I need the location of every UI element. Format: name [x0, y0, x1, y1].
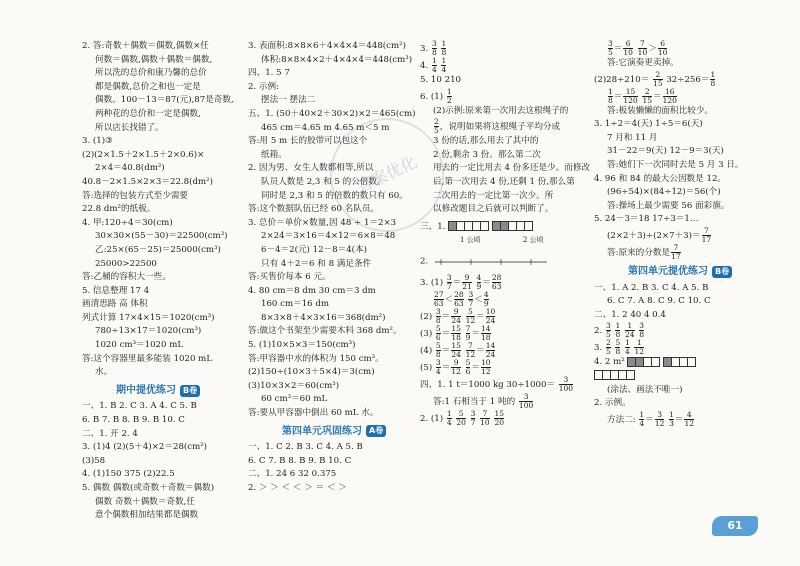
col4-line: 4. 96 和 84 的最大公因数是 12。: [594, 173, 727, 184]
col3-line: 以修改题目之后就可以判断了。: [433, 204, 554, 215]
col1-line: 780÷13×17＝1020(cm³): [95, 326, 202, 337]
col3-line: 四、1. 1 t＝1000 kg 30÷1000＝ $\frac{3}{100}$: [420, 374, 574, 393]
col4-line: $\frac{1}{8}$ ＝ $\frac{15}{120}$ $\frac{2}{15}$ ＝ $\frac{16}{120}$: [608, 86, 677, 105]
col2-after-line: 二、1. 24 6 32 0.375: [248, 469, 337, 480]
number-line-row: 2.: [420, 248, 588, 274]
col1-line: (2)(2×1.5＋2×1.5＋2×0.6)×: [82, 149, 205, 160]
column-4: [594, 40, 764, 428]
col2-line: 摆法一 摆法二: [261, 95, 316, 106]
col3-line: $\frac{2}{5}$ ，说明如果将这根绳子平均分成: [434, 117, 561, 136]
col4-after-line: 二、1. 2 40 4 0.4: [594, 309, 666, 320]
col1-after-line: (3)58: [82, 455, 106, 466]
col1-after-line: 4. (1)150 375 (2)22.5: [82, 469, 175, 480]
col1-line: 偶数。100－13＝87(元),87是奇数,: [95, 95, 234, 106]
col1-line: 1020 cm³＝1020 mL: [95, 340, 184, 351]
col1-line: 答:乙桶的容积大一些。: [82, 272, 171, 283]
col4-line: 3. 1÷2＝4(天) 1÷5＝6(天): [594, 119, 703, 130]
col3-line: (2) $\frac{3}{8}$ ＝ $\frac{9}{24}$ $\frac{5}{12}$ ＝ $\frac{10}{24}$: [420, 306, 496, 325]
col2-line: 答:买售价每本 6 元。: [248, 272, 331, 283]
col1-line: 2×4＝40.8(dm²): [95, 163, 165, 174]
col1-line: 列式计算 17×4×15＝1020(cm³): [82, 312, 215, 323]
col1-line: 乙:25×(65－25)＝25000(cm³): [95, 244, 221, 255]
col1-line: 4. 甲:120÷4＝30(cm): [82, 217, 173, 228]
section-title-midterm: 期中提优练习 B卷: [82, 384, 242, 398]
col2-line: 答:这个数据队伍已经 60 名队员。: [248, 204, 380, 215]
col1-line: 所以洗的总价和康乃馨的总价: [95, 68, 207, 79]
col3-line: 后,第一次用去 4 份,还剩 1 份,那么第: [433, 176, 575, 187]
col2-line: 答:要从甲容器中倒出 60 mL 水。: [248, 408, 379, 419]
col2-line: 8×3×8＋4×3×16＝368(dm²): [261, 312, 386, 323]
col2-line: 体积:8×8×4×2＋4×4×4＝448(cm³): [261, 54, 413, 65]
col2-line: 答:用 5 m 长的胶带可以包这个: [248, 136, 368, 147]
col3-line: (2)示例:原来第一次用去这根绳子的: [433, 105, 569, 116]
col2-line: 四、1. 5 7: [248, 68, 290, 79]
col3-line: 3. (1) $\frac{3}{7}$ ＝ $\frac{9}{21}$ $\frac{4}{9}$ ＝ $\frac{28}{63}$: [420, 272, 502, 291]
col4-after-line: 一、1. A 2. B 3. C 4. A 5. B: [594, 282, 709, 293]
col4-after-line: [594, 370, 764, 384]
col1-after-line: 6. B 7. B 8. B 9. B 10. C: [82, 415, 185, 426]
number-line-diagram: [431, 248, 551, 274]
col2-line: 3. 表面积:8×8×6＋4×4×4＝448(cm²): [248, 41, 406, 51]
col2-line: 答:做这个书架至少需要木料 368 dm²。: [248, 326, 402, 337]
col3-line: 3. $\frac{3}{8}$ $\frac{1}{8}$: [420, 39, 447, 57]
column-1: [82, 40, 242, 523]
col4-after-line: 2. 示例。: [594, 398, 631, 409]
grid-unit-labels: 1 公顷 2 公顷: [460, 236, 544, 245]
col1-after-line: 3. (1)4 (2)(5＋4)×2＝28(cm²): [82, 442, 208, 453]
col2-line: 60 cm³＝60 mL: [261, 394, 328, 405]
col3-line: (3) $\frac{5}{6}$ ＝ $\frac{15}{18}$ $\frac{7}{9}$ ＝ $\frac{14}{18}$: [420, 323, 491, 342]
col4-after-line: 6. C 7. A 8. C 9. C 10. C: [607, 296, 711, 307]
col2-line: (3)10×3×2＝60(cm³): [248, 380, 340, 391]
col2-line: 160 cm＝16 dm: [261, 299, 330, 310]
col3-line: 3 份的话,那么用去了其中的: [433, 136, 539, 147]
col2-after-line: 6. C 7. B 8. B 9. B 10. C: [248, 455, 352, 466]
col4-line: 5. 24－3＝18 17÷3＝1…: [594, 214, 699, 225]
col2-line: 3. 总价＝单价×数量,因 48 ÷ 1＝2×3: [248, 217, 397, 228]
col3-line: 用去的一定比用去 4 份多还是少。而修改: [433, 163, 591, 174]
col2-line: 纸箱。: [261, 149, 287, 160]
col1-line: 2. 答:奇数＋偶数＝偶数,偶数×任: [82, 41, 209, 51]
col4-line: 答:操场上最少需要 56 面彩旗。: [607, 200, 730, 211]
col4-after-line: (涂法、画法不唯一): [607, 384, 683, 395]
col2-line: 4. 80 cm＝8 dm 30 cm＝3 dm: [248, 285, 376, 296]
col4-line: $\frac{3}{5}$ ＝ $\frac{6}{10}$ $\frac{7}{10}$ ＞ $\frac{6}{10}$: [608, 39, 668, 57]
col3-line: (5) $\frac{3}{4}$ ＝ $\frac{9}{12}$ $\frac{5}{6}$ ＝ $\frac{10}{12}$: [420, 357, 491, 376]
col3-line: 2. (1) $\frac{1}{4}$ $\frac{5}{20}$ $\frac{3}{7}$ $\frac{7}{10}$ $\frac{15}{20}$: [420, 408, 504, 427]
col4-after-line: 4. 2 m²: [594, 356, 764, 370]
col1-after-line: 二、1. 开 2. 4: [82, 428, 138, 439]
area-grid-3: [627, 357, 660, 367]
col2-line: (2)150÷(10×3＋5×4)＝3(cm): [248, 367, 375, 378]
col1-line: 答:选择的包装方式至少需要: [82, 190, 189, 201]
column-2: [248, 40, 416, 496]
col1-line: 3. (1)③: [82, 136, 113, 147]
col4-after-line: 2. $\frac{3}{5}$ $\frac{1}{8}$ $\frac{1}{24}$ $\frac{3}{8}$: [594, 321, 645, 340]
col4-line: 答:她们下一次同时去是 5 月 3 日。: [607, 159, 744, 170]
col2-line: 队员人数是 2,3 和 5 的公倍数。: [261, 176, 386, 187]
area-grid-4: [663, 357, 696, 367]
col1-line: 都是偶数,总价之和也一定是: [95, 81, 201, 92]
col2-line: 5. (1)10×5×3＝150(cm³): [248, 340, 356, 351]
area-grid-2: [492, 221, 533, 231]
col1-line: 两种花的总价和一定是偶数,: [95, 108, 201, 119]
column-3: [420, 39, 591, 427]
col1-after-line: 一、1. B 2. C 3. A 4. C 5. B: [82, 401, 197, 412]
section-title-unit4-advanced: 第四单元提优练习 B卷: [594, 265, 764, 279]
col1-after-line: 5. 偶数 偶数(或奇数＋奇数＝偶数): [82, 483, 215, 493]
col2-line: 6－4＝2(元) 12－8＝4(本): [261, 244, 367, 255]
col3-line: 2 份,剩余 3 份。那么第二次: [433, 149, 541, 160]
col2-line: 2×24＝3×16＝4×12＝6×8＝48: [261, 231, 396, 242]
col1-line: 22.8 dm²的纸板。: [82, 204, 156, 215]
col2-line: 只有 4＋2＝6 和 8 满足条件: [261, 258, 372, 269]
col1-after-line: 意个偶数相加结果都是偶数: [95, 510, 199, 521]
col4-line: (2×2＋3)÷(2×7＋3)＝ $\frac{7}{17}$: [607, 225, 712, 244]
col4-after-line: 方法二: $\frac{1}{4}$ ＝ $\frac{3}{12}$ $\frac{1}{3}$ ＝ $\frac{4}{12}$: [607, 409, 695, 428]
watermark-stamp: 答案优化: [311, 99, 462, 250]
col2-line: 五、1. (50＋40×2＋30×2)×2＝465(cm): [248, 108, 416, 119]
col4-line: 答:板装懒懒的面积比较少。: [607, 105, 714, 116]
col2-after-line: 2. ＞ ＞ ＜ ＜ ＞ ＝ ＜ ＞: [248, 483, 347, 493]
col3-line: (4) $\frac{5}{8}$ ＝ $\frac{15}{24}$ $\frac{7}{12}$ ＝ $\frac{14}{24}$: [420, 340, 496, 359]
col4-after-line: 3. $\frac{2}{5}$ $\frac{5}{8}$ $\frac{1}{4}$ $\frac{1}{12}$: [594, 338, 645, 357]
col1-line: 答:这个容器里最多能装 1020 mL: [82, 353, 213, 364]
col1-line: 画清思路 高 体积: [82, 299, 148, 310]
col1-line: 25000>22500: [95, 258, 157, 269]
col4-line: (2)28÷210＝ $\frac{2}{15}$ 32÷256＝ $\frac{1}{8}$: [594, 69, 716, 88]
col3-line: 5. 10 210: [420, 75, 462, 85]
col2-line: 465 cm＝4.65 m 4.65 m＜5 m: [261, 122, 390, 133]
col3-line: $\frac{27}{63}$ ＜ $\frac{28}{63}$ $\frac{3}{7}$ ＜ $\frac{4}{9}$: [434, 289, 489, 308]
col3-line: 4. $\frac{1}{4}$ $\frac{1}{4}$: [420, 56, 447, 74]
col4-line: 7 月和 11 月: [607, 132, 658, 143]
page-number: 61: [712, 516, 758, 536]
col2-line: 2. 因为男、女生人数都相等,所以: [248, 163, 374, 174]
col2-after-line: 一、1. C 2. B 3. C 4. A 5. B: [248, 442, 363, 453]
col4-line: 答:原来的分数是 $\frac{7}{17}$: [607, 242, 681, 261]
col2-line: 答:甲容器中水的体积为 150 cm³。: [248, 353, 384, 364]
area-grid-1: [448, 221, 489, 231]
col1-line: 何数＝偶数,偶数＋偶数＝偶数,: [95, 54, 213, 65]
col1-line: 40.8－2×1.5×2×3＝22.8(dm²): [82, 176, 213, 187]
col3-line: 答:1 石相当于 1 吨的 $\frac{3}{100}$: [433, 391, 534, 410]
area-grid-5: [594, 370, 635, 380]
col4-line: 答:它演奏更卖掉。: [607, 58, 679, 68]
col3-area-grids: 三、1.: [420, 221, 588, 235]
section-title-unit4-consolidation: 第四单元巩固练习 A卷: [248, 425, 416, 439]
col2-line: 同时是 2,3 和 5 的倍数的数只有 60。: [261, 190, 408, 201]
col3-line: 6. (1) $\frac{1}{2}$: [420, 86, 452, 105]
col4-line: (96÷54)×(84÷12)＝56(个): [607, 187, 721, 198]
col2-line: 2. 示例:: [248, 81, 280, 92]
col1-after-line: 偶数 奇数＋偶数＝奇数,任: [95, 496, 195, 507]
col1-line: 30×30×(55－30)＝22500(cm³): [95, 231, 228, 242]
col1-line: 5. 信息整理 17 4: [82, 285, 150, 296]
col1-line: 水。: [95, 367, 113, 378]
col1-line: 所以店长找错了。: [95, 122, 164, 133]
col3-line: 二次用去的一定比第一次少。所: [433, 190, 554, 201]
col4-line: 31－22＝9(天) 12－9＝3(天): [607, 146, 724, 157]
